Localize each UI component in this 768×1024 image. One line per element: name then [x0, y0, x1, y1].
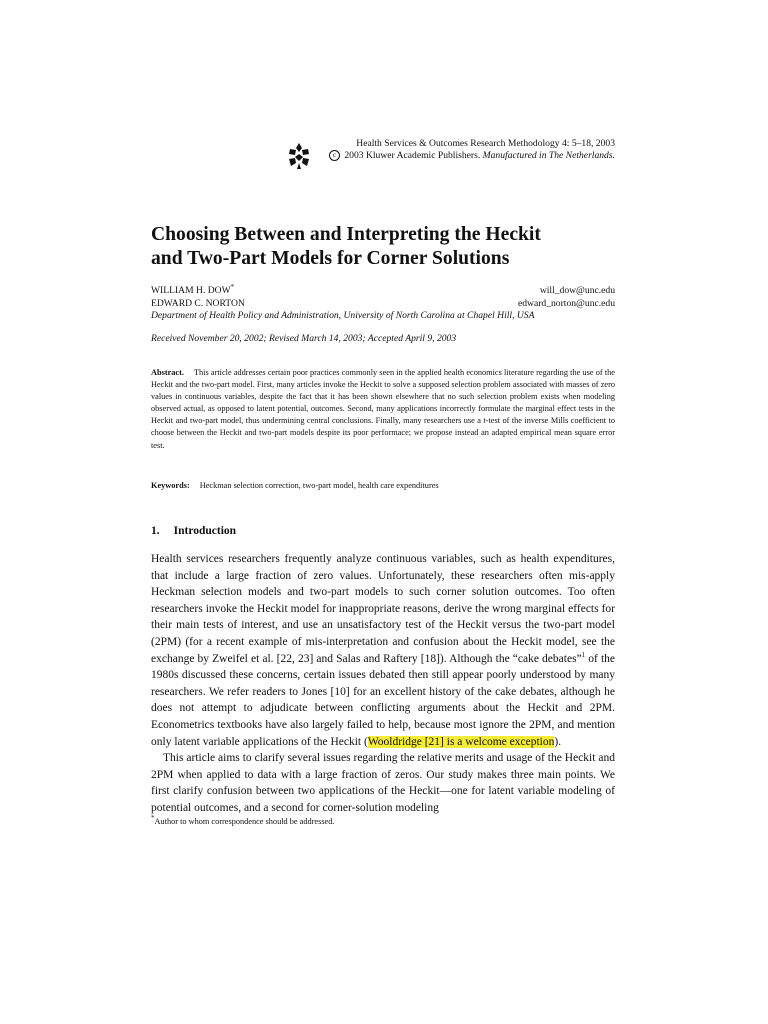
- keywords: [151, 480, 615, 492]
- footnote-ref[interactable]: 1: [581, 650, 586, 659]
- paragraph: This article aims to clarify several issues regarding the relative merits and usage of the Heckit and 2PM when applied to data with a large fraction of zeros. Our study makes three main points. We first clarify confusion between two applications of the Heckit—one for latent variable modeling of potential outcomes, and a second for corner-solution modeling: [151, 752, 615, 814]
- author-email[interactable]: will_dow@unc.edu: [539, 285, 615, 296]
- keywords-text: Heckman selection correction, two-part model, health care expenditures: [199, 481, 439, 490]
- highlighted-text[interactable]: Wooldridge [21] is a welcome exception: [367, 735, 555, 748]
- author-name: WILLIAM H. DOW*: [151, 282, 235, 296]
- journal-citation: Health Services & Outcomes Research Methodology 4: 5–18, 2003: [356, 138, 615, 149]
- copyright-icon: c: [329, 150, 340, 161]
- keywords-label: Keywords:: [151, 481, 190, 490]
- abstract: Abstract. This article addresses certain poor practices commonly seen in the applied health economics literature regarding the use of the Heckit and the two-part model. First, many articles invoke the Heckit to solve a supposed selection problem associated with masses of zero values in continuous variables, despite the fact that it has been shown elsewhere that no such selection problem exists when modeling observed actual, as opposed to latent potential, outcomes. Second, many applications incorrectly formulate the marginal effect tests in the Heckit and two-part model, thus undermining central conclusions. Finally, many researchers use a t-test of the inverse Mills coefficient to choose between the Heckit and two-part models despite its poor performace; we propose instead an adapted empirical mean square error test.: [151, 368, 616, 450]
- author-name: EDWARD C. NORTON: [151, 298, 245, 309]
- paragraph: Health services researchers frequently analyze continuous variables, such as health expenditures, that include a large fraction of zero values. Unfortunately, these researchers often mis-apply Heckman selection models and two-part models to such corner solution outcomes. Too often researchers invoke the Heckit model for inappropriate reasons, derive the wrong marginal effects for their main tests of interest, and use an unsatisfactory test of the Heckit versus the two-part model (2PM) (for a recent example of mis-interpretation and confusion about the Heckit model, see the exchange by Zweifel et al. [22, 23] and Salas and Raftery [18]). Although the “cake debates”$^1$ of the 1980s discussed these concerns, certain issues debated then still appear poorly understood by many researchers. We refer readers to Jones [10] for an excellent history of the cake debates, although he does not attempt to adjudicate between conflicting arguments about the Heckit and 2PM. Econometrics textbooks have also largely failed to help, because most ignore the 2PM, and mention only latent variable applications of the Heckit (Wooldridge [21] is a welcome exception).: [151, 553, 615, 748]
- footnote: *Author to whom correspondence should be addressed.: [151, 814, 335, 826]
- section-heading: 1. Introduction: [151, 525, 237, 537]
- paper-title: [151, 223, 621, 271]
- author-email[interactable]: edward_norton@unc.edu: [517, 298, 615, 309]
- affiliation: Department of Health Policy and Administration, University of North Carolina at Chapel Hill, USA: [151, 310, 535, 321]
- received-dates: Received November 20, 2002; Revised March 14, 2003; Accepted April 9, 2003: [151, 333, 457, 344]
- manufactured-text: Manufactured in The Netherlands.: [482, 150, 615, 161]
- copyright-text: 2003 Kluwer Academic Publishers.: [341, 150, 483, 161]
- title-line-2: and Two-Part Models for Corner Solutions: [151, 248, 510, 269]
- author-footnote-mark: *: [230, 282, 235, 291]
- body-text: [151, 551, 615, 817]
- publisher-logo-icon: [287, 143, 311, 169]
- abstract-label: Abstract.: [151, 368, 184, 377]
- title-line-1: Choosing Between and Interpreting the Heckit: [151, 224, 541, 245]
- copyright-line: [318, 150, 615, 162]
